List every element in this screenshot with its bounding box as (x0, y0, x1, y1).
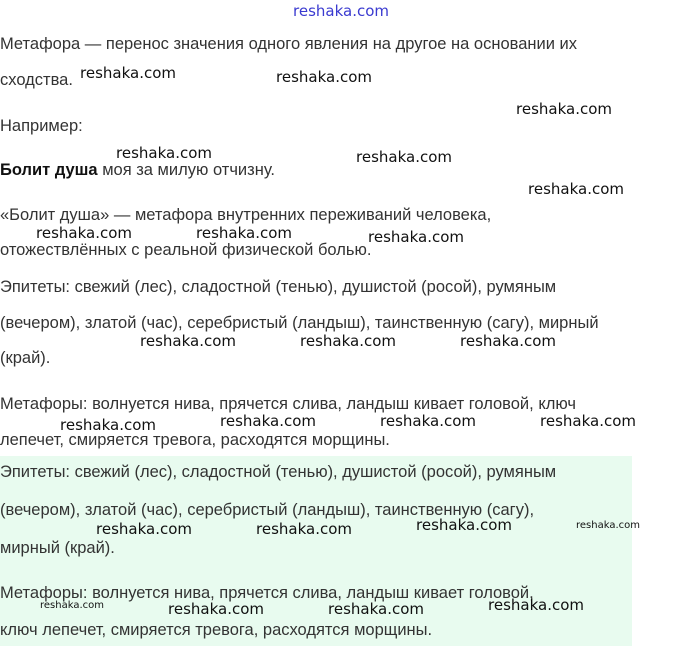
watermark: reshaka.com (220, 412, 316, 430)
watermark: reshaka.com (328, 600, 424, 618)
watermark-top: reshaka.com (293, 2, 389, 20)
example-bold: Болит душа (0, 161, 98, 179)
definition-line-2: сходства. (0, 71, 73, 89)
watermark: reshaka.com (276, 68, 372, 86)
watermark: reshaka.com (80, 64, 176, 82)
epithets-1-line-2: (вечером), златой (час), серебристый (ландыш), таинственную (сагу), мирный (0, 314, 599, 332)
watermark: reshaka.com (300, 332, 396, 350)
epithets-2-line-1: Эпитеты: свежий (лес), сладостной (тенью), душистой (росой), румяным (0, 463, 557, 481)
watermark: reshaka.com (60, 416, 156, 434)
watermark: reshaka.com (168, 600, 264, 618)
metaphors-1-line-1: Метафоры: волнуется нива, прячется слива, ландыш кивает головой, ключ (0, 395, 576, 413)
watermark: reshaka.com (140, 332, 236, 350)
watermark: reshaka.com (116, 144, 212, 162)
epithets-2-line-3: мирный (край). (0, 539, 115, 557)
epithets-1-line-3: (край). (0, 349, 51, 367)
epithets-2-line-2: (вечером), златой (час), серебристый (ландыш), таинственную (сагу), (0, 501, 535, 519)
metaphors-1-line-2: лепечет, смиряется тревога, расходятся морщины. (0, 431, 390, 449)
explain-line-2: отожествлённых с реальной физической болью. (0, 241, 372, 259)
watermark: reshaka.com (36, 224, 132, 242)
watermark: reshaka.com (460, 332, 556, 350)
watermark: reshaka.com (488, 596, 584, 614)
watermark: reshaka.com (196, 224, 292, 242)
example-rest: моя за милую отчизну. (97, 161, 276, 179)
watermark: reshaka.com (380, 412, 476, 430)
watermark: reshaka.com (356, 148, 452, 166)
watermark: reshaka.com (256, 520, 352, 538)
metaphors-2-line-1: Метафоры: волнуется нива, прячется слива, ландыш кивает головой, (0, 584, 534, 602)
watermark: reshaka.com (368, 228, 464, 246)
epithets-1-line-1: Эпитеты: свежий (лес), сладостной (тенью), душистой (росой), румяным (0, 278, 557, 296)
watermark: reshaka.com (516, 100, 612, 118)
watermark: reshaka.com (576, 520, 640, 531)
watermark: reshaka.com (416, 516, 512, 534)
watermark: reshaka.com (540, 412, 636, 430)
explain-line-1: «Болит душа» — метафора внутренних переживаний человека, (0, 206, 492, 224)
metaphors-2-line-2: ключ лепечет, смиряется тревога, расходятся морщины. (0, 621, 433, 639)
watermark: reshaka.com (40, 600, 104, 611)
example-line (0, 160, 275, 180)
watermark: reshaka.com (528, 180, 624, 198)
definition-line-1: Метафора — перенос значения одного явления на другое на основании их (0, 35, 577, 53)
watermark: reshaka.com (96, 520, 192, 538)
example-label: Например: (0, 117, 83, 135)
